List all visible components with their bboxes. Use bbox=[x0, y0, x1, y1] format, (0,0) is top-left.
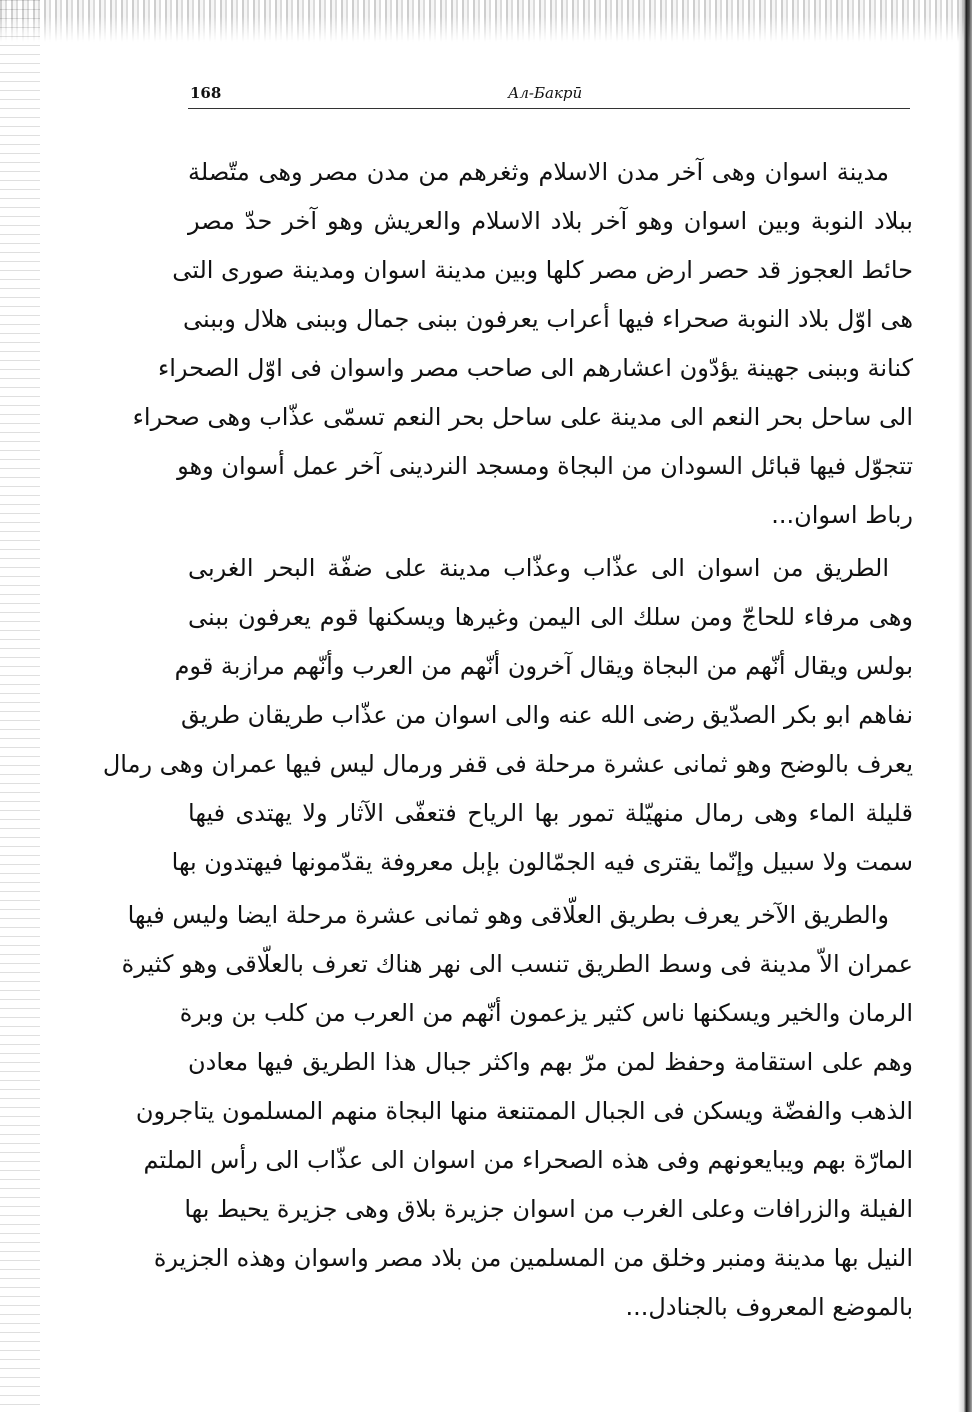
body-text bbox=[102, 148, 913, 1332]
text-line: رباط اسوان... bbox=[771, 501, 913, 529]
scan-edge-left bbox=[0, 0, 40, 1412]
page-number: 168 bbox=[190, 84, 222, 102]
running-title: Ал-Бакрӣ bbox=[508, 84, 583, 102]
text-line: نفاهم ابو بكر الصدّيق رضى الله عنه والى اسوان من عذّاب طريقان طريق bbox=[181, 701, 913, 729]
text-line: الذهب والفضّة ويسكن فى الجبال الممتنعة منها البجاة منهم المسلمون يتاجرون bbox=[135, 1097, 913, 1125]
text-line: يعرف بالوضح وهو ثمانى عشرة مرحلة فى قفر ورمال ليس فيها عمران وهى رمال bbox=[102, 750, 913, 778]
text-line: الفيلة والزرافات وعلى الغرب من اسوان جزيرة بلاق وهى جزيرة يحيط بها bbox=[184, 1195, 913, 1223]
text-line: والطريق الآخر يعرف بطريق العلّاقى وهو ثمانى عشرة مرحلة ايضا وليس فيها bbox=[127, 901, 889, 929]
text-line: كنانة وببنى جهينة يؤدّون اعشارهم الى صاحب مصر واسوان فى اوّل الصحراء bbox=[157, 354, 913, 382]
text-line: الى ساحل بحر النعم الى مدينة على ساحل بحر النعم تسمّى عذّاب وهى صحراء bbox=[132, 403, 913, 431]
text-line: ببلاد النوبة وبين اسوان وهو آخر بلاد الاسلام والعريش وهو آخر حدّ مصر bbox=[188, 207, 913, 235]
text-line: تتجوّل فيها قبائل السودان من البجاة ومسجد النردينى آخر عمل أسوان وهو bbox=[177, 452, 913, 480]
text-line: قليلة الماء وهى رمال منهيّلة تمور بها الرياح فتعفّى الآثار ولا يهتدى فيها bbox=[188, 799, 913, 827]
text-line: الطريق من اسوان الى عذّاب وعذّاب مدينة على ضفّة البحر الغربى bbox=[188, 554, 889, 582]
text-line: بولس ويقال أنّهم من البجاة ويقال آخرون أنّهم من العرب وأنّهم مرازبة قوم bbox=[174, 652, 913, 680]
text-line: المارّة بهم ويبايعونهم وفى هذه الصحراء من اسوان الى عذّاب الى رأس الملتم bbox=[143, 1146, 913, 1174]
header-rule bbox=[188, 108, 910, 109]
text-line: مدينة اسوان وهى آخر مدن الاسلام وثغرهم من مدن مصر وهى متّصلة bbox=[188, 158, 889, 186]
text-line: سمت ولا سبيل وإنّما يقترى فيه الجمّالون بإبل معروفة يقدّمونها فيهتدون بها bbox=[171, 848, 913, 876]
text-line: الرمان والخير ويسكنها ناس كثير يزعمون أنّهم من العرب من كلب بن وبرة bbox=[179, 999, 913, 1027]
paragraph bbox=[132, 148, 913, 540]
scan-edge-top bbox=[0, 0, 972, 42]
paragraph bbox=[102, 544, 913, 887]
scan-edge-right bbox=[958, 0, 972, 1412]
text-line: عمران الاّ مدينة فى وسط الطريق تنسب الى نهر هناك تعرف بالعلّاقى وهو كثيرة bbox=[121, 950, 913, 978]
text-line: وهى مرفاء للحاجّ ومن سلك الى اليمن وغيرها ويسكنها قوم يعرفون ببنى bbox=[188, 603, 913, 631]
text-line: بالموضع المعروف بالجنادل... bbox=[625, 1293, 913, 1321]
text-line: حائط العجوز قد حصر ارض مصر كلها وبين مدينة اسوان ومدينة صورى التى bbox=[172, 256, 913, 284]
paragraph bbox=[121, 891, 913, 1332]
text-line: النيل بها مدينة ومنبر وخلق من المسلمين من بلاد مصر واسوان وهذه الجزيرة bbox=[153, 1244, 913, 1272]
text-line: هى اوّل بلاد النوبة صحراء فيها أعراب يعرفون ببنى جمال وببنى هلال وببنى bbox=[183, 305, 913, 333]
text-line: وهم على استقامة وحفظ لمن مرّ بهم واكثر جبال هذا الطريق فيها معادن bbox=[188, 1048, 913, 1076]
